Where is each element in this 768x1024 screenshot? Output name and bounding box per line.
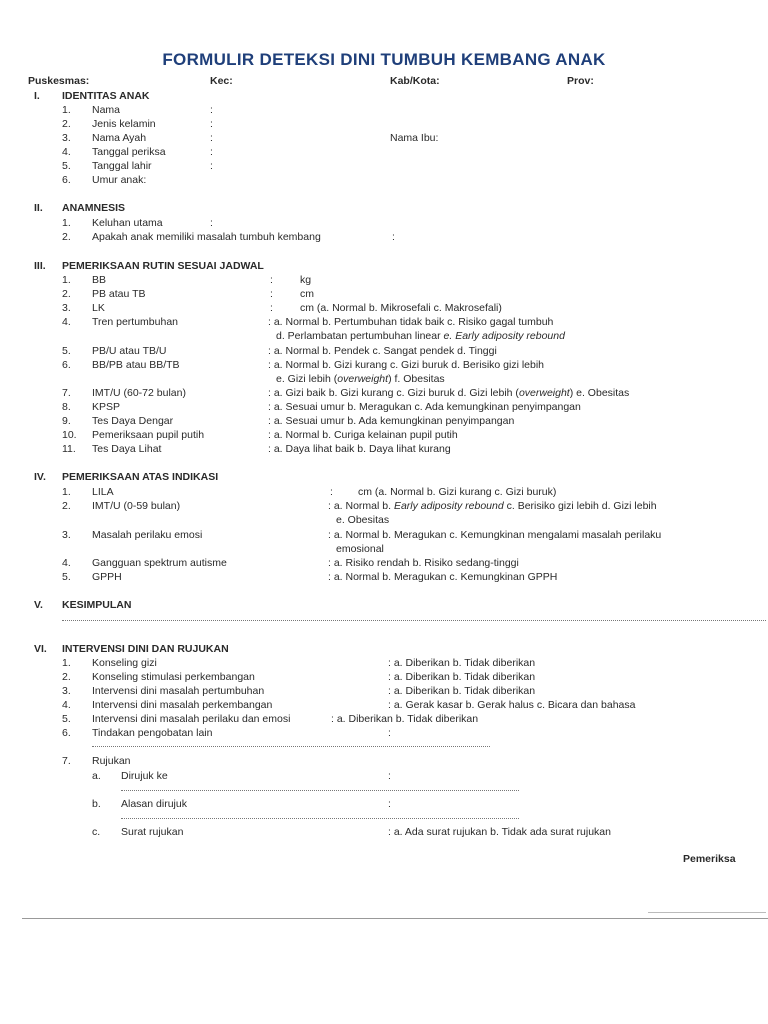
s3-item-label: Tes Daya Lihat <box>92 443 162 455</box>
s1-item-label: Tanggal periksa <box>92 146 166 158</box>
s1-item-number: 6. <box>62 174 71 186</box>
s6-item-number: 6. <box>62 727 71 739</box>
s1-item-number: 5. <box>62 160 71 172</box>
konseling-gizi-options[interactable]: : a. Diberikan b. Tidak diberikan <box>388 657 536 669</box>
option-italic-text: overweight <box>518 387 570 399</box>
s4-item-label: Masalah perilaku emosi <box>92 529 203 541</box>
pb-tb-field[interactable]: cm <box>300 288 314 300</box>
s3-item-number: 1. <box>62 274 71 286</box>
section-6-number: VI. <box>34 643 47 655</box>
s3-item-label: KPSP <box>92 401 121 413</box>
rujukan-sub-letter: a. <box>92 770 101 782</box>
s6-item-label: Konseling gizi <box>92 657 157 669</box>
section-1-number: I. <box>34 90 40 102</box>
s1-item-number: 3. <box>62 132 71 144</box>
nama-field[interactable]: : <box>210 104 213 116</box>
s1-item-number: 2. <box>62 118 71 130</box>
header-puskesmas[interactable]: Puskesmas: <box>28 75 90 87</box>
imt-u-0-59-options[interactable] <box>328 500 657 512</box>
pupil-putih-options[interactable]: : a. Normal b. Curiga kelainan pupil putih <box>268 429 458 441</box>
konseling-stimulasi-options[interactable]: : a. Diberikan b. Tidak diberikan <box>388 671 536 683</box>
section-5-title: KESIMPULAN <box>62 599 132 611</box>
surat-rujukan-options[interactable]: : a. Ada surat rujukan b. Tidak ada surat rujukan <box>388 826 611 838</box>
section-3-title: PEMERIKSAAN RUTIN SESUAI JADWAL <box>62 260 264 272</box>
rujukan-sub-label: Dirujuk ke <box>121 770 168 782</box>
s4-item-number: 2. <box>62 500 71 512</box>
rujukan-sub-label: Alasan dirujuk <box>121 798 187 810</box>
bb-field[interactable]: kg <box>300 274 312 286</box>
s4-item-number: 4. <box>62 557 71 569</box>
s6-item-number: 3. <box>62 685 71 697</box>
s1-item-label: Tanggal lahir <box>92 160 152 172</box>
option-italic-text: overweight <box>337 373 389 385</box>
s6-colon: : <box>388 727 391 739</box>
kpsp-options[interactable]: : a. Sesuai umur b. Meragukan c. Ada kemungkinan penyimpangan <box>268 401 581 413</box>
lila-options[interactable]: cm (a. Normal b. Gizi kurang c. Gizi buruk) <box>358 486 557 498</box>
option-text: e. Gizi lebih ( <box>276 373 338 385</box>
s1-item-label: Jenis kelamin <box>92 118 156 130</box>
s4-item-label: IMT/U (0-59 bulan) <box>92 500 181 512</box>
section-6-title: INTERVENSI DINI DAN RUJUKAN <box>62 643 229 655</box>
imt-u-0-59-options-line2[interactable]: e. Obesitas <box>336 514 390 526</box>
s1-item-label: Nama <box>92 104 121 116</box>
s4-item-number: 5. <box>62 571 71 583</box>
option-text: c. Berisiko gizi lebih d. Gizi lebih <box>503 500 657 512</box>
s6-item-label: Rujukan <box>92 755 131 767</box>
tanggal-lahir-field[interactable]: : <box>210 160 213 172</box>
option-text: : a. Normal b. <box>328 500 394 512</box>
autisme-options[interactable]: : a. Risiko rendah b. Risiko sedang-tinggi <box>328 557 519 569</box>
section-3-number: III. <box>34 260 46 272</box>
tindakan-pengobatan-line[interactable] <box>92 746 490 747</box>
bb-pb-options[interactable]: : a. Normal b. Gizi kurang c. Gizi buruk d. Berisiko gizi lebih <box>268 359 545 371</box>
s4-colon: : <box>330 486 333 498</box>
option-italic-text: e. Early adiposity rebound <box>443 330 565 342</box>
header-prov[interactable]: Prov: <box>567 75 594 87</box>
s3-item-number: 2. <box>62 288 71 300</box>
s4-item-label: Gangguan spektrum autisme <box>92 557 227 569</box>
nama-ibu-field[interactable]: Nama Ibu: <box>390 132 439 144</box>
alasan-dirujuk-line[interactable] <box>121 818 519 819</box>
s3-item-label: IMT/U (60-72 bulan) <box>92 387 186 399</box>
s4-item-number: 3. <box>62 529 71 541</box>
s1-item-number: 1. <box>62 104 71 116</box>
s6-item-label: Tindakan pengobatan lain <box>92 727 213 739</box>
s3-item-label: Tren pertumbuhan <box>92 316 178 328</box>
rujukan-colon: : <box>388 798 391 810</box>
s3-item-label: Pemeriksaan pupil putih <box>92 429 205 441</box>
lk-options[interactable]: cm (a. Normal b. Mikrosefali c. Makrosefali) <box>300 302 502 314</box>
tanggal-periksa-field[interactable]: : <box>210 146 213 158</box>
rujukan-colon: : <box>388 770 391 782</box>
pemeriksa-label: Pemeriksa <box>683 853 736 865</box>
rujukan-sub-label: Surat rujukan <box>121 826 184 838</box>
jenis-kelamin-field[interactable]: : <box>210 118 213 130</box>
section-5-number: V. <box>34 599 43 611</box>
s1-item-label: Nama Ayah <box>92 132 147 144</box>
section-4-title: PEMERIKSAAN ATAS INDIKASI <box>62 471 219 483</box>
tes-daya-dengar-options[interactable]: : a. Sesuai umur b. Ada kemungkinan penyimpangan <box>268 415 515 427</box>
s4-item-number: 1. <box>62 486 71 498</box>
s6-item-number: 5. <box>62 713 71 725</box>
tes-daya-lihat-options[interactable]: : a. Daya lihat baik b. Daya lihat kurang <box>268 443 451 455</box>
perilaku-emosi-options-line2[interactable]: emosional <box>336 543 384 555</box>
header-kec[interactable]: Kec: <box>210 75 233 87</box>
s4-item-label: LILA <box>92 486 114 498</box>
option-text: ) f. Obesitas <box>388 373 445 385</box>
header-kab-kota[interactable]: Kab/Kota: <box>390 75 440 87</box>
s1-item-number: 4. <box>62 146 71 158</box>
s3-item-number: 4. <box>62 316 71 328</box>
s3-item-number: 11. <box>62 443 76 455</box>
page-divider <box>22 918 768 919</box>
s6-item-label: Intervensi dini masalah perkembangan <box>92 699 273 711</box>
kesimpulan-line[interactable] <box>62 620 766 621</box>
masalah-tumbuh-kembang-field[interactable]: : <box>392 231 395 243</box>
s3-item-label: PB/U atau TB/U <box>92 345 167 357</box>
intervensi-pertumbuhan-options[interactable]: : a. Diberikan b. Tidak diberikan <box>388 685 536 697</box>
s6-item-number: 2. <box>62 671 71 683</box>
s6-item-label: Intervensi dini masalah perilaku dan emosi <box>92 713 291 725</box>
bb-pb-options-line2[interactable] <box>276 373 445 385</box>
s6-item-number: 1. <box>62 657 71 669</box>
option-text: : a. Gizi baik b. Gizi kurang c. Gizi buruk d. Gizi lebih ( <box>268 387 519 399</box>
s3-item-label: LK <box>92 302 105 314</box>
s4-item-label: GPPH <box>92 571 122 583</box>
option-italic-text: Early adiposity rebound <box>393 500 504 512</box>
intervensi-perkembangan-options[interactable]: : a. Gerak kasar b. Gerak halus c. Bicara dan bahasa <box>388 699 636 711</box>
tren-pertumbuhan-options[interactable]: : a. Normal b. Pertumbuhan tidak baik c. Risiko gagal tumbuh <box>268 316 554 328</box>
s3-colon: : <box>270 274 273 286</box>
s2-item-label: Apakah anak memiliki masalah tumbuh kembang <box>92 231 321 243</box>
pemeriksa-signature-line[interactable] <box>648 912 766 913</box>
nama-ayah-field[interactable]: : <box>210 132 213 144</box>
s6-item-label: Intervensi dini masalah pertumbuhan <box>92 685 265 697</box>
s3-colon: : <box>270 288 273 300</box>
s6-item-label: Konseling stimulasi perkembangan <box>92 671 255 683</box>
s3-item-number: 7. <box>62 387 71 399</box>
s3-item-number: 3. <box>62 302 71 314</box>
s3-item-label: BB/PB atau BB/TB <box>92 359 180 371</box>
s6-item-number: 4. <box>62 699 71 711</box>
umur-anak-field[interactable]: Umur anak: <box>92 174 147 186</box>
s2-item-label: Keluhan utama <box>92 217 163 229</box>
option-text: ) e. Obesitas <box>569 387 630 399</box>
s2-item-number: 1. <box>62 217 71 229</box>
section-2-number: II. <box>34 202 43 214</box>
perilaku-emosi-options[interactable]: : a. Normal b. Meragukan c. Kemungkinan mengalami masalah perilaku <box>328 529 662 541</box>
s3-item-number: 8. <box>62 401 71 413</box>
form-title: FORMULIR DETEKSI DINI TUMBUH KEMBANG ANAK <box>162 50 606 69</box>
rujukan-sub-letter: c. <box>92 826 101 838</box>
dirujuk-ke-line[interactable] <box>121 790 519 791</box>
section-1-title: IDENTITAS ANAK <box>62 90 150 102</box>
option-text: d. Perlambatan pertumbuhan linear <box>276 330 444 342</box>
section-4-number: IV. <box>34 471 46 483</box>
s3-colon: : <box>270 302 273 314</box>
s3-item-label: PB atau TB <box>92 288 146 300</box>
s6-item-number: 7. <box>62 755 71 767</box>
s3-item-number: 10. <box>62 429 77 441</box>
s3-item-label: BB <box>92 274 107 286</box>
keluhan-utama-field[interactable]: : <box>210 217 213 229</box>
s3-item-number: 5. <box>62 345 71 357</box>
s2-item-number: 2. <box>62 231 71 243</box>
gpph-options[interactable]: : a. Normal b. Meragukan c. Kemungkinan GPPH <box>328 571 558 583</box>
s3-item-number: 6. <box>62 359 71 371</box>
tren-pertumbuhan-options-line2[interactable] <box>276 330 565 342</box>
section-2-title: ANAMNESIS <box>62 202 126 214</box>
pb-u-options[interactable]: : a. Normal b. Pendek c. Sangat pendek d. Tinggi <box>268 345 497 357</box>
intervensi-perilaku-options[interactable]: : a. Diberikan b. Tidak diberikan <box>331 713 479 725</box>
rujukan-sub-letter: b. <box>92 798 101 810</box>
s3-item-label: Tes Daya Dengar <box>92 415 174 427</box>
imt-u-options[interactable] <box>268 387 629 399</box>
s3-item-number: 9. <box>62 415 71 427</box>
